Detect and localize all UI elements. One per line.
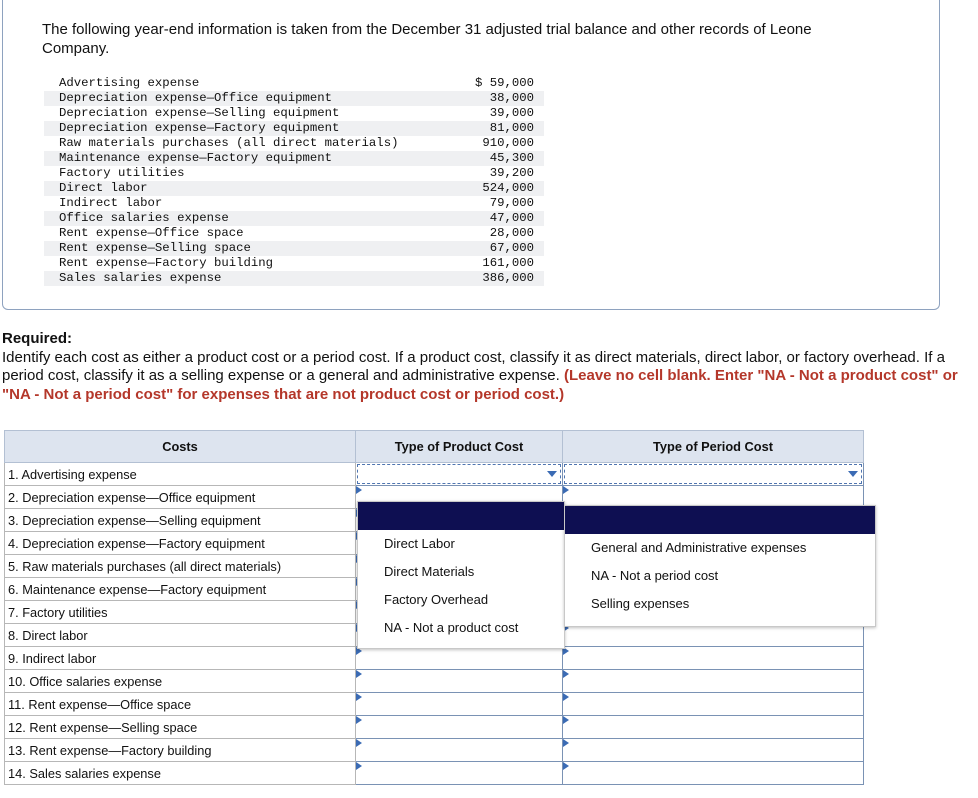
product-cost-option[interactable]: Direct Materials bbox=[384, 564, 475, 579]
period-cost-select[interactable] bbox=[563, 762, 864, 785]
cost-label: 14. Sales salaries expense bbox=[5, 762, 356, 785]
trial-row bbox=[44, 106, 544, 121]
required-text: Identify each cost as either a product cost or a period cost. If a product cost, classify it as direct materials, direct labor, or factory overhead. If a period cost, classify it as a selling expense or a general and administrative expense. bbox=[2, 348, 945, 384]
trial-amount: 161,000 bbox=[482, 256, 534, 270]
product-cost-select[interactable] bbox=[356, 463, 563, 486]
cell-marker-icon bbox=[356, 762, 362, 770]
product-cost-select[interactable] bbox=[356, 739, 563, 762]
trial-row bbox=[44, 151, 544, 166]
cost-label: 2. Depreciation expense—Office equipment bbox=[5, 486, 356, 509]
cell-marker-icon bbox=[563, 739, 569, 747]
trial-amount: 38,000 bbox=[462, 91, 544, 106]
trial-row bbox=[44, 166, 544, 181]
table-row bbox=[5, 693, 864, 716]
trial-row bbox=[44, 121, 544, 136]
cell-marker-icon bbox=[563, 716, 569, 724]
cell-marker-icon bbox=[356, 716, 362, 724]
trial-row bbox=[44, 136, 544, 151]
product-cost-option[interactable]: Factory Overhead bbox=[384, 592, 489, 607]
trial-amount: 386,000 bbox=[462, 271, 544, 286]
required-note: (Leave no cell blank. Enter "NA - Not a product cost" or "NA - Not a period cost" for expenses that are not product cost or period cost.) bbox=[2, 367, 958, 403]
trial-label: Indirect labor bbox=[59, 196, 163, 210]
trial-row bbox=[44, 226, 544, 241]
cost-label: 10. Office salaries expense bbox=[5, 670, 356, 693]
dropdown-highlight[interactable] bbox=[358, 502, 564, 530]
table-row bbox=[5, 647, 864, 670]
table-row bbox=[5, 739, 864, 762]
period-cost-option[interactable]: Selling expenses bbox=[591, 596, 690, 611]
trial-label: Maintenance expense—Factory equipment bbox=[44, 151, 462, 166]
trial-label: Depreciation expense—Selling equipment bbox=[59, 106, 340, 120]
trial-label: Sales salaries expense bbox=[44, 271, 462, 286]
trial-row bbox=[44, 241, 544, 256]
trial-amount: 39,200 bbox=[489, 166, 534, 180]
trial-label: Rent expense—Factory building bbox=[59, 256, 274, 270]
trial-label: Rent expense—Office space bbox=[59, 226, 244, 240]
trial-row bbox=[44, 196, 544, 211]
product-cost-option[interactable]: Direct Labor bbox=[384, 536, 455, 551]
cost-label: 8. Direct labor bbox=[5, 624, 356, 647]
cost-label: 12. Rent expense—Selling space bbox=[5, 716, 356, 739]
header-period-cost: Type of Period Cost bbox=[563, 431, 864, 463]
trial-row bbox=[44, 181, 544, 196]
trial-row bbox=[44, 256, 544, 271]
cost-label: 11. Rent expense—Office space bbox=[5, 693, 356, 716]
trial-label: Raw materials purchases (all direct materials) bbox=[59, 136, 399, 150]
period-cost-select[interactable] bbox=[563, 670, 864, 693]
trial-label: Depreciation expense—Office equipment bbox=[44, 91, 462, 106]
cell-marker-icon bbox=[563, 693, 569, 701]
trial-amount: 910,000 bbox=[482, 136, 534, 150]
cost-label: 4. Depreciation expense—Factory equipment bbox=[5, 532, 356, 555]
cost-label: 1. Advertising expense bbox=[5, 463, 356, 486]
product-cost-option[interactable]: NA - Not a product cost bbox=[384, 620, 519, 635]
trial-row bbox=[44, 91, 544, 106]
trial-row bbox=[44, 271, 544, 286]
period-cost-select[interactable] bbox=[563, 693, 864, 716]
cell-marker-icon bbox=[356, 670, 362, 678]
product-cost-select[interactable] bbox=[356, 647, 563, 670]
period-cost-select[interactable] bbox=[563, 739, 864, 762]
trial-label: Advertising expense bbox=[59, 76, 200, 90]
trial-amount: 67,000 bbox=[462, 241, 544, 256]
period-cost-dropdown[interactable] bbox=[564, 505, 876, 627]
product-cost-select[interactable] bbox=[356, 693, 563, 716]
period-cost-select[interactable] bbox=[563, 463, 864, 486]
dropdown-arrow-icon[interactable] bbox=[547, 471, 557, 477]
cell-marker-icon bbox=[563, 670, 569, 678]
trial-amount: 39,000 bbox=[489, 106, 534, 120]
trial-label: Direct labor bbox=[44, 181, 462, 196]
required-section bbox=[2, 330, 962, 404]
cost-label: 13. Rent expense—Factory building bbox=[5, 739, 356, 762]
focused-select-outline[interactable] bbox=[357, 464, 561, 484]
table-row bbox=[5, 762, 864, 785]
table-row bbox=[5, 670, 864, 693]
trial-amount: 81,000 bbox=[462, 121, 544, 136]
product-cost-select[interactable] bbox=[356, 716, 563, 739]
cost-label: 7. Factory utilities bbox=[5, 601, 356, 624]
header-costs: Costs bbox=[5, 431, 356, 463]
trial-row bbox=[44, 76, 544, 91]
product-cost-select[interactable] bbox=[356, 670, 563, 693]
trial-amount: 47,000 bbox=[462, 211, 544, 226]
period-cost-select[interactable] bbox=[563, 716, 864, 739]
cost-label: 9. Indirect labor bbox=[5, 647, 356, 670]
trial-amount: 79,000 bbox=[489, 196, 534, 210]
trial-amount: 524,000 bbox=[462, 181, 544, 196]
cell-marker-icon bbox=[356, 486, 362, 494]
header-product-cost: Type of Product Cost bbox=[356, 431, 563, 463]
cell-marker-icon bbox=[563, 486, 569, 494]
cost-label: 6. Maintenance expense—Factory equipment bbox=[5, 578, 356, 601]
period-cost-select[interactable] bbox=[563, 647, 864, 670]
intro-text: The following year-end information is taken from the December 31 adjusted trial balance and other records of Leone Company. bbox=[42, 21, 812, 57]
cost-label: 5. Raw materials purchases (all direct materials) bbox=[5, 555, 356, 578]
table-row bbox=[5, 463, 864, 486]
cell-marker-icon bbox=[356, 693, 362, 701]
trial-label: Rent expense—Selling space bbox=[44, 241, 462, 256]
table-row bbox=[5, 716, 864, 739]
dropdown-arrow-icon[interactable] bbox=[848, 471, 858, 477]
period-cost-option[interactable]: NA - Not a period cost bbox=[591, 568, 719, 583]
trial-amount: 45,300 bbox=[462, 151, 544, 166]
required-label: Required: bbox=[2, 330, 73, 347]
trial-label: Depreciation expense—Factory equipment bbox=[44, 121, 462, 136]
dropdown-highlight[interactable] bbox=[565, 506, 875, 534]
cost-label: 3. Depreciation expense—Selling equipment bbox=[5, 509, 356, 532]
cell-marker-icon bbox=[356, 739, 362, 747]
cell-marker-icon bbox=[563, 762, 569, 770]
period-cost-option[interactable]: General and Administrative expenses bbox=[591, 540, 807, 555]
trial-amount: $ 59,000 bbox=[474, 76, 534, 90]
trial-balance-table bbox=[44, 76, 544, 286]
trial-label: Office salaries expense bbox=[44, 211, 462, 226]
product-cost-dropdown[interactable] bbox=[357, 501, 565, 649]
trial-row bbox=[44, 211, 544, 226]
trial-amount: 28,000 bbox=[489, 226, 534, 240]
focused-select-outline[interactable] bbox=[564, 464, 862, 484]
product-cost-select[interactable] bbox=[356, 762, 563, 785]
trial-label: Factory utilities bbox=[59, 166, 185, 180]
